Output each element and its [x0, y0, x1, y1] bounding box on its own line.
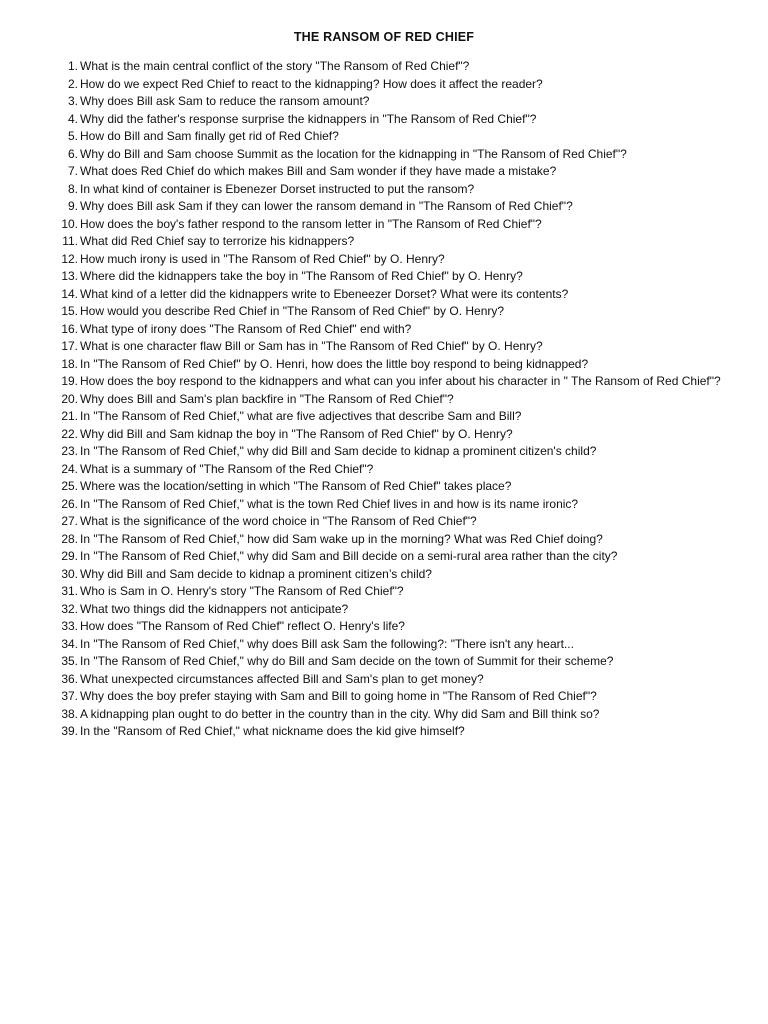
question-text: What two things did the kidnappers not anticipate?	[80, 601, 349, 616]
question-item	[40, 671, 730, 689]
question-text: How do we expect Red Chief to react to the kidnapping? How does it affect the reader?	[80, 76, 543, 91]
question-item	[40, 163, 730, 181]
question-item	[40, 128, 730, 146]
question-text: Why does the boy prefer staying with Sam and Bill to going home in "The Ransom of Red Chief"?	[80, 689, 597, 703]
question-text: How does the boy's father respond to the ransom letter in "The Ransom of Red Chief"?	[80, 216, 542, 231]
question-number: 38.	[61, 706, 78, 721]
question-item	[40, 461, 730, 479]
question-number: 16.	[61, 321, 78, 336]
question-text: Why does Bill ask Sam to reduce the ransom amount?	[80, 94, 370, 108]
question-item	[40, 653, 730, 671]
question-number: 19.	[61, 374, 78, 388]
question-text: Why did Bill and Sam kidnap the boy in "The Ransom of Red Chief" by O. Henry?	[80, 426, 513, 441]
question-number: 21.	[61, 409, 78, 423]
question-text: In "The Ransom of Red Chief," why did Bill and Sam decide to kidnap a prominent citizen's child?	[80, 444, 597, 458]
question-item	[40, 93, 730, 111]
question-number: 30.	[61, 566, 78, 581]
question-text: Who is Sam in O. Henry's story "The Ransom of Red Chief"?	[80, 584, 404, 598]
question-item	[40, 76, 730, 94]
question-text: In "The Ransom of Red Chief," what are five adjectives that describe Sam and Bill?	[80, 409, 522, 423]
question-item	[40, 688, 730, 706]
question-number: 9.	[67, 199, 78, 213]
question-text: What is the significance of the word choice in "The Ransom of Red Chief"?	[80, 514, 477, 528]
question-text: How does "The Ransom of Red Chief" reflect O. Henry's life?	[80, 619, 405, 633]
question-number: 18.	[61, 356, 78, 371]
question-item	[40, 583, 730, 601]
question-text: What did Red Chief say to terrorize his kidnappers?	[80, 234, 355, 248]
question-text: In "The Ransom of Red Chief," why did Sam and Bill decide on a semi-rural area rather than the city?	[80, 549, 618, 563]
question-text: What is the main central conflict of the story "The Ransom of Red Chief"?	[80, 59, 470, 73]
question-item	[40, 303, 730, 321]
question-list	[40, 58, 730, 741]
question-text: In "The Ransom of Red Chief," what is the town Red Chief lives in and how is its name ironic?	[80, 496, 579, 511]
question-item	[40, 601, 730, 619]
question-number: 35.	[61, 654, 78, 668]
question-number: 39.	[61, 724, 78, 738]
question-text: What does Red Chief do which makes Bill and Sam wonder if they have made a mistake?	[80, 164, 557, 178]
document-title: THE RANSOM OF RED CHIEF	[293, 30, 475, 44]
question-item	[40, 443, 730, 461]
question-number: 29.	[61, 549, 78, 563]
question-text: What unexpected circumstances affected Bill and Sam's plan to get money?	[80, 671, 484, 686]
question-item	[40, 321, 730, 339]
question-item	[40, 111, 730, 129]
question-item	[40, 618, 730, 636]
question-item	[40, 548, 730, 566]
question-number: 12.	[61, 251, 78, 266]
question-text: A kidnapping plan ought to do better in the country than in the city. Why did Sam and Bill think so?	[80, 706, 600, 721]
question-item	[40, 373, 730, 391]
question-text: In "The Ransom of Red Chief" by O. Henri, how does the little boy respond to being kidnapped?	[80, 356, 589, 371]
question-text: Why does Bill and Sam's plan backfire in "The Ransom of Red Chief"?	[80, 391, 454, 406]
question-text: Why do Bill and Sam choose Summit as the location for the kidnapping in "The Ransom of Red Chief"?	[80, 146, 627, 161]
question-number: 5.	[67, 129, 78, 143]
question-item	[40, 426, 730, 444]
question-item	[40, 58, 730, 76]
question-number: 1.	[67, 59, 78, 73]
question-text: What type of irony does "The Ransom of Red Chief" end with?	[80, 321, 412, 336]
question-text: How does the boy respond to the kidnappers and what can you infer about his character in " The Ransom of Red Chief"?	[80, 374, 721, 388]
question-number: 8.	[67, 181, 78, 196]
question-number: 28.	[61, 531, 78, 546]
question-item	[40, 216, 730, 234]
question-number: 7.	[67, 164, 78, 178]
question-item	[40, 181, 730, 199]
question-item	[40, 706, 730, 724]
question-item	[40, 268, 730, 286]
question-number: 37.	[61, 689, 78, 703]
question-number: 13.	[61, 269, 78, 283]
question-number: 14.	[61, 286, 78, 301]
question-number: 15.	[61, 304, 78, 318]
question-number: 2.	[67, 76, 78, 91]
question-item	[40, 513, 730, 531]
question-item	[40, 496, 730, 514]
question-text: In what kind of container is Ebenezer Dorset instructed to put the ransom?	[80, 181, 475, 196]
question-text: What is a summary of "The Ransom of the Red Chief"?	[80, 461, 374, 476]
question-item	[40, 198, 730, 216]
question-text: How do Bill and Sam finally get rid of Red Chief?	[80, 129, 339, 143]
question-text: In "The Ransom of Red Chief," why do Bill and Sam decide on the town of Summit for their scheme?	[80, 654, 614, 668]
question-number: 20.	[61, 391, 78, 406]
question-number: 32.	[61, 601, 78, 616]
question-item	[40, 286, 730, 304]
question-number: 23.	[61, 444, 78, 458]
question-number: 33.	[61, 619, 78, 633]
question-item	[40, 391, 730, 409]
question-number: 24.	[61, 461, 78, 476]
question-item	[40, 146, 730, 164]
question-number: 22.	[61, 426, 78, 441]
question-text: Where did the kidnappers take the boy in "The Ransom of Red Chief" by O. Henry?	[80, 269, 523, 283]
question-item	[40, 233, 730, 251]
question-item	[40, 356, 730, 374]
question-item	[40, 723, 730, 741]
question-item	[40, 566, 730, 584]
question-item	[40, 408, 730, 426]
question-number: 3.	[67, 94, 78, 108]
question-item	[40, 531, 730, 549]
question-number: 27.	[61, 514, 78, 528]
question-number: 17.	[61, 339, 78, 353]
question-number: 26.	[61, 496, 78, 511]
question-number: 34.	[61, 636, 78, 651]
question-text: In "The Ransom of Red Chief," why does Bill ask Sam the following?: "There isn't any heart...	[80, 636, 574, 651]
question-text: Why does Bill ask Sam if they can lower the ransom demand in "The Ransom of Red Chief"?	[80, 199, 573, 213]
question-text: Why did Bill and Sam decide to kidnap a prominent citizen’s child?	[80, 566, 432, 581]
question-text: How would you describe Red Chief in "The Ransom of Red Chief" by O. Henry?	[80, 304, 505, 318]
question-number: 31.	[61, 584, 78, 598]
question-number: 36.	[61, 671, 78, 686]
question-number: 6.	[67, 146, 78, 161]
question-text: How much irony is used in "The Ransom of Red Chief" by O. Henry?	[80, 251, 445, 266]
question-text: Where was the location/setting in which "The Ransom of Red Chief" takes place?	[80, 479, 512, 493]
question-item	[40, 338, 730, 356]
question-number: 4.	[67, 111, 78, 126]
question-item	[40, 478, 730, 496]
question-text: In "The Ransom of Red Chief," how did Sam wake up in the morning? What was Red Chief doing?	[80, 531, 603, 546]
question-number: 10.	[61, 216, 78, 231]
question-text: What kind of a letter did the kidnappers write to Ebeneezer Dorset? What were its contents?	[80, 286, 569, 301]
question-number: 25.	[61, 479, 78, 493]
question-item	[40, 636, 730, 654]
question-text: In the "Ransom of Red Chief," what nickname does the kid give himself?	[80, 724, 465, 738]
question-text: What is one character flaw Bill or Sam has in "The Ransom of Red Chief" by O. Henry?	[80, 339, 543, 353]
question-item	[40, 251, 730, 269]
question-text: Why did the father's response surprise the kidnappers in "The Ransom of Red Chief"?	[80, 111, 537, 126]
question-number: 11.	[62, 234, 78, 248]
